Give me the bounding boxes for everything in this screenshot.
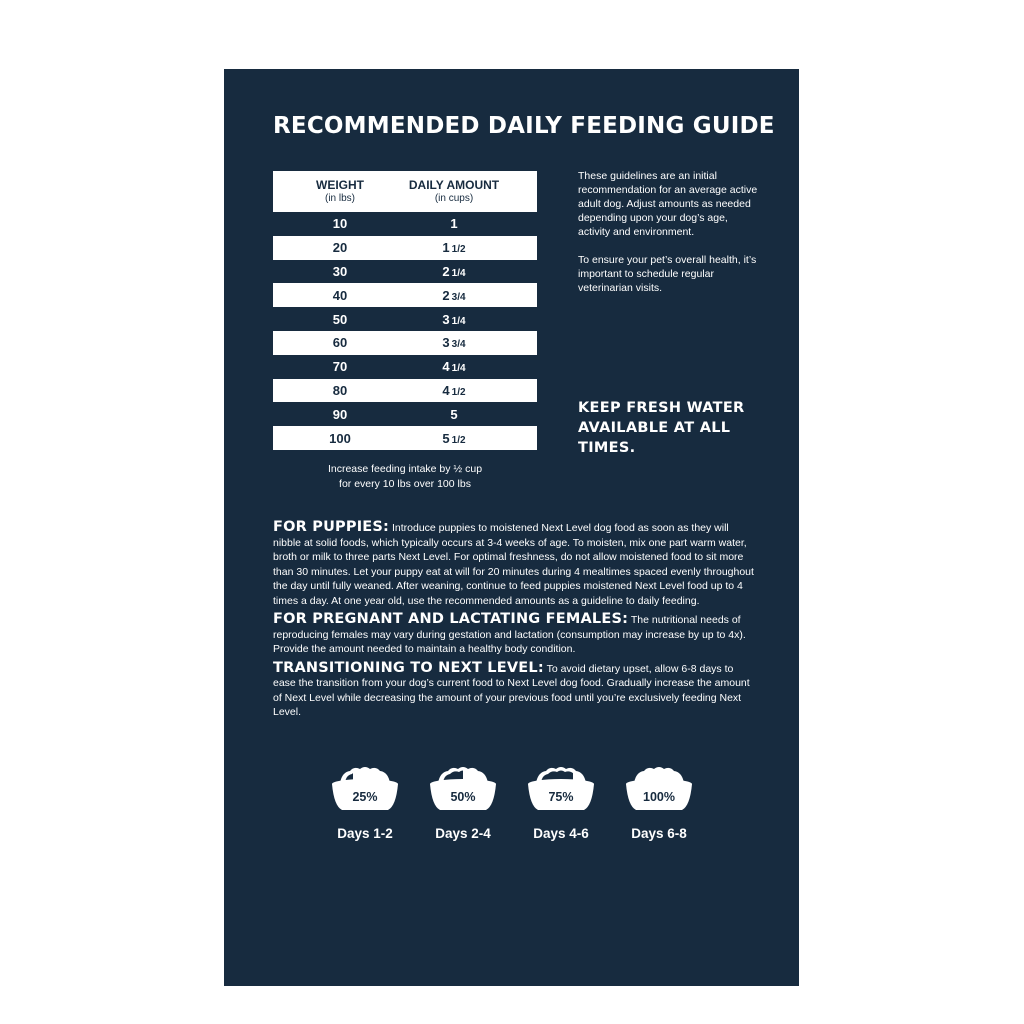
transition-body: To avoid dietary upset, allow 6-8 days to ease the transition from your dog’s current food to Next Level dog food. Gradually increase the amount of Next Level while decreasing the amount of your previous food until you’re exclusively feeding Next Level. [273, 662, 750, 718]
amount-fraction: 1/4 [451, 267, 466, 279]
puppies-heading: FOR PUPPIES: [273, 519, 390, 535]
amount-fraction: 3/4 [451, 291, 466, 303]
pregnant-females-body: The nutritional needs of reproducing females may vary during gestation and lactation (consumption may increase by up to 4x). Provide the amount needed to maintain a healthy body condition. [273, 614, 746, 655]
amount-whole: 3 [442, 335, 450, 351]
table-row [273, 402, 537, 426]
weight-cell: 90 [332, 406, 348, 422]
puppies-body: Introduce puppies to moistened Next Level dog food as soon as they will nibble at solid foods, which typically occurs at 3-4 weeks of age. To moisten, mix one part warm water, broth or milk to three parts Next Level. For optimal freshness, do not allow moistened food to sit more than 30 minutes. Let your puppy eat at will for 20 minutes during 4 mealtimes spaced evenly throughout the day until fully weaned. After weaning, continue to feed puppies moistened Next Level food up to 4 times a day. At one year old, use the recommended amounts as a guideline to daily feeding. [273, 522, 754, 607]
feeding-table [273, 171, 537, 450]
table-row [273, 283, 537, 307]
amount-fraction: 1/2 [451, 244, 466, 256]
weight-header-unit: (in lbs) [324, 193, 355, 204]
footnote-line-1: Increase feeding intake by ½ cup [327, 463, 483, 475]
amount-header-unit: (in cups) [434, 193, 474, 204]
amount-cell [407, 264, 501, 279]
amount-cell [407, 383, 501, 398]
table-footnote [273, 462, 537, 492]
weight-cell: 60 [332, 335, 348, 351]
food-bowl-icon [524, 762, 598, 814]
guideline-notes [578, 169, 758, 309]
transition-days: Days 2-4 [435, 826, 491, 841]
table-row [273, 426, 537, 450]
amount-whole: 1 [450, 216, 458, 232]
weight-cell: 10 [332, 216, 348, 232]
transition-section [273, 661, 755, 720]
table-row [273, 212, 537, 236]
transition-bowl [622, 762, 696, 841]
weight-cell: 70 [332, 359, 348, 375]
amount-fraction: 1/2 [451, 386, 466, 398]
transition-days: Days 6-8 [631, 826, 687, 841]
footnote-line-2: for every 10 lbs over 100 lbs [339, 478, 471, 490]
table-row [273, 331, 537, 355]
amount-whole: 3 [442, 311, 450, 327]
table-row [273, 355, 537, 379]
transition-percent: 25% [352, 790, 378, 804]
guideline-note-2: To ensure your pet’s overall health, it’s important to schedule regular veterinarian visits. [578, 254, 757, 294]
weight-cell: 100 [329, 430, 351, 446]
weight-cell: 30 [332, 263, 348, 279]
transition-bowl [426, 762, 500, 841]
amount-whole: 5 [450, 406, 458, 422]
amount-whole: 5 [442, 430, 450, 446]
food-bowl-icon [328, 762, 402, 814]
transition-percent: 100% [643, 790, 675, 804]
transition-days: Days 1-2 [337, 826, 393, 841]
amount-whole: 2 [442, 263, 450, 279]
guideline-note-1: These guidelines are an initial recommendation for an average active adult dog. Adjust amounts as needed depending upon your dog’s age, activity and environment. [578, 170, 758, 238]
pregnant-females-heading: FOR PREGNANT AND LACTATING FEMALES: [273, 611, 629, 627]
amount-fraction: 1/4 [451, 315, 466, 327]
table-row [273, 260, 537, 284]
transition-percent: 75% [548, 790, 574, 804]
feeding-guide-panel [224, 69, 799, 986]
amount-header-label: DAILY AMOUNT [408, 178, 500, 192]
transition-bowl [328, 762, 402, 841]
puppies-section [273, 520, 755, 608]
weight-header-label: WEIGHT [316, 178, 364, 192]
amount-cell [407, 216, 501, 231]
amount-column-header [407, 171, 535, 212]
amount-whole: 2 [442, 287, 450, 303]
transition-days: Days 4-6 [533, 826, 589, 841]
table-body [273, 212, 537, 450]
food-bowl-icon [622, 762, 696, 814]
weight-cell: 20 [332, 240, 348, 256]
amount-cell [407, 312, 501, 327]
amount-whole: 4 [442, 382, 450, 398]
weight-column-header [273, 171, 407, 212]
table-row [273, 379, 537, 403]
table-row [273, 307, 537, 331]
amount-cell [407, 359, 501, 374]
transition-heading: TRANSITIONING TO NEXT LEVEL: [273, 659, 544, 676]
amount-cell [407, 240, 501, 255]
amount-whole: 4 [442, 359, 450, 375]
amount-cell [407, 431, 501, 446]
amount-cell [407, 407, 501, 422]
table-row [273, 236, 537, 260]
page-title: RECOMMENDED DAILY FEEDING GUIDE [273, 113, 775, 139]
table-header [273, 171, 537, 212]
amount-fraction: 3/4 [451, 339, 466, 351]
amount-cell [407, 288, 501, 303]
transition-bowls [328, 762, 718, 852]
fresh-water-callout: KEEP FRESH WATER AVAILABLE AT ALL TIMES. [578, 400, 745, 456]
weight-cell: 80 [332, 382, 348, 398]
pregnant-females-section [273, 612, 755, 657]
amount-fraction: 1/2 [451, 434, 466, 446]
food-bowl-icon [426, 762, 500, 814]
amount-fraction: 1/4 [451, 363, 466, 375]
weight-cell: 40 [332, 287, 348, 303]
amount-whole: 1 [442, 240, 450, 256]
amount-cell [407, 335, 501, 350]
transition-percent: 50% [450, 790, 476, 804]
weight-cell: 50 [332, 311, 348, 327]
instruction-sections [273, 520, 755, 724]
transition-bowl [524, 762, 598, 841]
